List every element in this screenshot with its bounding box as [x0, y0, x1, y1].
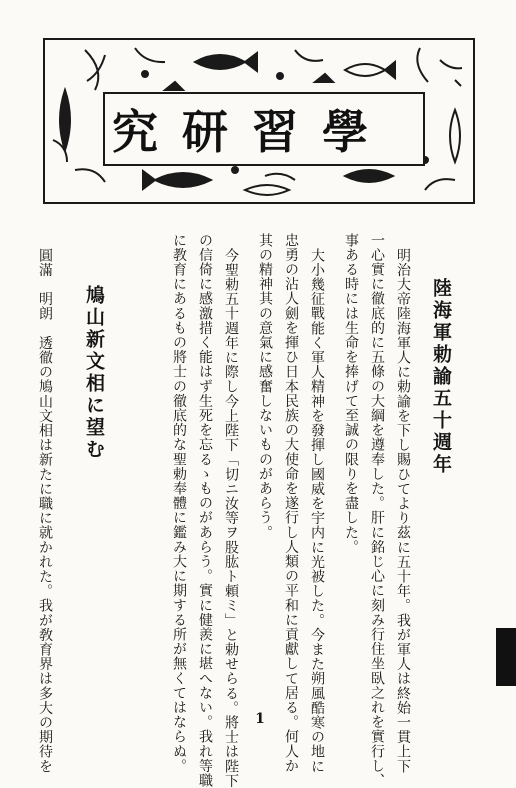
article1-line-2: 一心實に徹底的に五條の大綱を遵奉した。肝に銘じ心に刻み行住坐臥之れを實行し、 [369, 233, 385, 788]
article1-line-3: 事ある時には生命を捧げて至誠の限りを盡した。 [343, 233, 359, 555]
article2-heading: 鳩山新文相に望む [83, 285, 105, 461]
article1-line-9: に教育にあるもの將士の徹底的な聖勅奉體に鑑み大に期する所が無くてはならぬ。 [171, 233, 187, 774]
article1-line-1: 明治大帝陸海軍人に勅諭を下し賜ひてより茲に五十年。我が軍人は終始一貫上下 [395, 248, 411, 774]
article1-line-4: 大小幾征戰能く軍人精神を發揮し國威を宇内に光被した。今また朔風酷寒の地に [309, 248, 325, 774]
page-edge-tab [496, 628, 516, 686]
header-banner [43, 38, 475, 204]
article1-line-5: 忠勇の沾人劍を揮ひ日本民族の大使命を遂行し人類の平和に貢獻して居る。何人か [283, 233, 299, 774]
article1-heading: 陸海軍勅諭五十週年 [430, 278, 452, 476]
article1-line-6: 其の精神其の意氣に感奮しないものがあらう。 [257, 233, 273, 540]
article2-line-1: 圓滿 明朗 透徹の鳩山文相は新たに職に就かれた。我が敎育界は多大の期待を [37, 248, 53, 774]
title-box [103, 92, 425, 166]
article1-line-7: 今聖勅五十週年に際し今上陛下「切ニ汝等ヲ股肱ト頼ミ」と勅せらる。將士は陛下 [223, 248, 239, 788]
page-number: 1 [255, 711, 265, 727]
article1-line-8: の信倚に感激措く能はず生死を忘るゝものがあらう。實に健羨に堪へない。我れ等職 [197, 233, 213, 788]
page-title: 學習研究 [112, 105, 392, 159]
